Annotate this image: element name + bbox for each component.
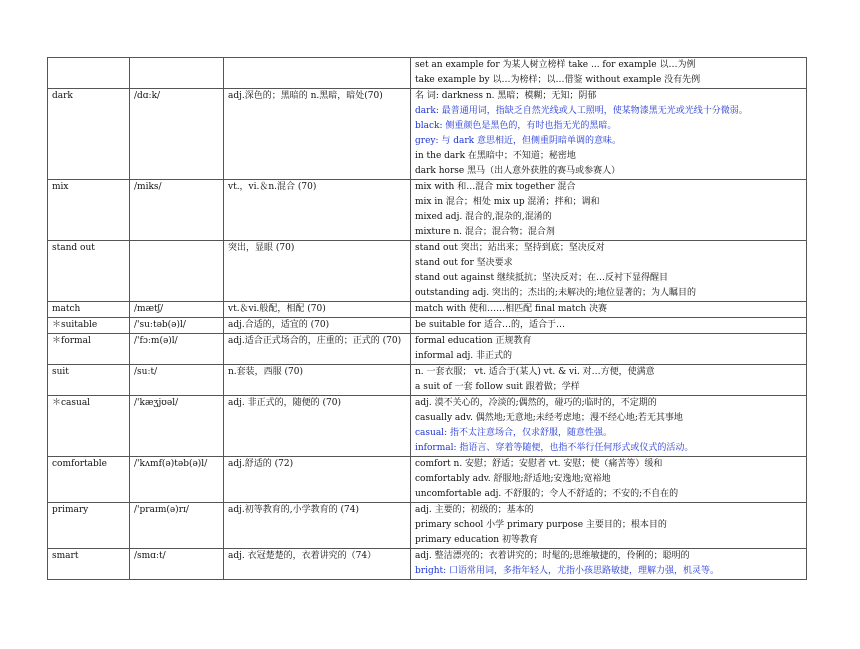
note-line: informal: 指语言、穿着等随便，也指不举行任何形式或仪式的活动。 — [415, 443, 694, 453]
meaning-cell-text: vt.，vi.＆n.混合 (70) — [228, 182, 317, 192]
notes-cell — [411, 457, 807, 503]
note-line: in the dark 在黑暗中；不知道；秘密地 — [415, 151, 576, 161]
meaning-cell — [224, 396, 411, 457]
note-line: casual: 指不太注意场合，仅求舒服，随意性强。 — [415, 428, 612, 438]
note-line: primary education 初等教育 — [415, 535, 538, 545]
meaning-cell — [224, 365, 411, 396]
note-line: uncomfortable adj. 不舒服的；令人不舒适的；不安的;不自在的 — [415, 489, 679, 499]
notes-cell — [411, 89, 807, 180]
word-cell — [48, 503, 130, 549]
table-row — [48, 549, 807, 580]
note-line: adj. 主要的；初级的；基本的 — [415, 505, 534, 515]
notes-cell — [411, 334, 807, 365]
meaning-cell — [224, 503, 411, 549]
table-row — [48, 302, 807, 318]
note-line: stand out for 坚决要求 — [415, 258, 513, 268]
meaning-cell — [224, 302, 411, 318]
notes-cell — [411, 549, 807, 580]
word-cell — [48, 318, 130, 334]
note-line: mixture n. 混合；混合物；混合剂 — [415, 227, 555, 237]
word-cell — [48, 396, 130, 457]
notes-cell — [411, 503, 807, 549]
word-cell-text: suit — [52, 367, 69, 377]
note-line: casually adv. 偶然地;无意地;未经考虑地；漫不经心地;若无其事地 — [415, 413, 683, 423]
word-cell-text: stand out — [52, 243, 95, 253]
phonetic-cell-text: /smɑːt/ — [134, 551, 166, 561]
phonetic-cell-text: /mætʃ/ — [134, 304, 164, 314]
note-line: take example by 以…为榜样；以…借鉴 without example 没有先例 — [415, 75, 701, 85]
phonetic-cell — [130, 503, 224, 549]
phonetic-cell — [130, 318, 224, 334]
table-row — [48, 180, 807, 241]
word-cell — [48, 241, 130, 302]
phonetic-cell — [130, 396, 224, 457]
phonetic-cell — [130, 302, 224, 318]
phonetic-cell — [130, 549, 224, 580]
meaning-cell — [224, 58, 411, 89]
notes-cell — [411, 241, 807, 302]
table-row — [48, 396, 807, 457]
word-cell — [48, 457, 130, 503]
meaning-cell-text: adj. 非正式的，随便的 (70) — [228, 398, 341, 408]
phonetic-cell-text: /suːt/ — [134, 367, 158, 377]
table-row — [48, 241, 807, 302]
note-line: set an example for 为某人树立榜样 take ... for example 以…为例 — [415, 60, 696, 70]
note-line: be suitable for 适合…的，适合于… — [415, 320, 565, 330]
note-line: mix in 混合；相处 mix up 混淆；拌和；调和 — [415, 197, 600, 207]
word-cell — [48, 89, 130, 180]
meaning-cell-text: adj.深色的；黑暗的 n.黑暗，暗处(70) — [228, 91, 383, 101]
phonetic-cell — [130, 365, 224, 396]
word-cell-text: primary — [52, 505, 89, 515]
meaning-cell — [224, 180, 411, 241]
notes-cell — [411, 180, 807, 241]
table-row — [48, 503, 807, 549]
note-line: stand out against 继续抵抗；坚决反对；在…反衬下显得醒目 — [415, 273, 668, 283]
meaning-cell — [224, 549, 411, 580]
note-line: formal education 正规教育 — [415, 336, 532, 346]
note-line: dark: 最普通用词，指缺乏自然光线或人工照明，使某物漆黑无光或光线十分微弱。 — [415, 106, 748, 116]
meaning-cell — [224, 334, 411, 365]
phonetic-cell — [130, 334, 224, 365]
note-line: adj. 漠不关心的，冷淡的;偶然的，碰巧的;临时的，不定期的 — [415, 398, 657, 408]
table-row — [48, 318, 807, 334]
word-cell-text: smart — [52, 551, 79, 561]
phonetic-cell-text: /'fɔːm(ə)l/ — [134, 336, 178, 346]
word-cell — [48, 58, 130, 89]
note-line: mixed adj. 混合的,混杂的,混淆的 — [415, 212, 552, 222]
note-line: informal adj. 非正式的 — [415, 351, 513, 361]
word-cell-text: ＊suitable — [52, 320, 98, 330]
meaning-cell-text: adj. 衣冠楚楚的，衣着讲究的（74） — [228, 551, 377, 561]
word-cell-text: comfortable — [52, 459, 107, 469]
notes-cell — [411, 58, 807, 89]
phonetic-cell — [130, 58, 224, 89]
word-cell-text: mix — [52, 182, 69, 192]
table-row — [48, 89, 807, 180]
phonetic-cell-text: /'praɪm(ə)rɪ/ — [134, 505, 189, 515]
phonetic-cell — [130, 457, 224, 503]
word-cell-text: ＊formal — [52, 336, 91, 346]
note-line: stand out 突出；站出来；坚持到底；坚决反对 — [415, 243, 605, 253]
meaning-cell — [224, 318, 411, 334]
notes-cell — [411, 302, 807, 318]
phonetic-cell — [130, 89, 224, 180]
note-line: comfort n. 安慰；舒适；安慰者 vt. 安慰；使（痛苦等）缓和 — [415, 459, 663, 469]
table-row — [48, 365, 807, 396]
word-cell — [48, 302, 130, 318]
phonetic-cell-text: /miks/ — [134, 182, 162, 192]
word-cell-text: ＊casual — [52, 398, 91, 408]
phonetic-cell-text: /'kæʒjʊəl/ — [134, 398, 179, 408]
note-line: adj. 整洁漂亮的；衣着讲究的；时髦的;思维敏捷的，伶俐的；聪明的 — [415, 551, 690, 561]
phonetic-cell — [130, 180, 224, 241]
meaning-cell-text: 突出，显眼 (70) — [228, 243, 295, 253]
meaning-cell-text: adj.舒适的 (72) — [228, 459, 294, 469]
notes-cell — [411, 318, 807, 334]
vocabulary-table — [47, 57, 807, 580]
note-line: black: 侧重颜色是黑色的，有时也指无光的黑暗。 — [415, 121, 617, 131]
meaning-cell — [224, 241, 411, 302]
meaning-cell — [224, 89, 411, 180]
notes-cell — [411, 396, 807, 457]
phonetic-cell-text: /'kʌmf(ə)təb(ə)l/ — [134, 459, 208, 469]
notes-cell — [411, 365, 807, 396]
meaning-cell-text: adj.合适的，适宜的 (70) — [228, 320, 330, 330]
word-cell — [48, 365, 130, 396]
note-line: n. 一套衣服； vt. 适合于(某人) vt. & vi. 对…方便，使满意 — [415, 367, 655, 377]
meaning-cell-text: adj.适合正式场合的，庄重的；正式的 (70) — [228, 336, 402, 346]
table-row — [48, 457, 807, 503]
note-line: outstanding adj. 突出的；杰出的;未解决的;地位显著的；为人瞩目的 — [415, 288, 696, 298]
note-line: dark horse 黑马（出人意外获胜的赛马或参赛人） — [415, 166, 621, 176]
word-cell-text: match — [52, 304, 81, 314]
table-row — [48, 334, 807, 365]
note-line: bright: 口语常用词，多指年轻人，尤指小孩思路敏捷，理解力强，机灵等。 — [415, 566, 720, 576]
word-cell — [48, 334, 130, 365]
meaning-cell-text: n.套装，西服 (70) — [228, 367, 303, 377]
note-line: a suit of 一套 follow suit 跟着做；学样 — [415, 382, 580, 392]
meaning-cell — [224, 457, 411, 503]
note-line: 名 词: darkness n. 黑暗；模糊；无知；阴郁 — [415, 91, 597, 101]
word-cell — [48, 180, 130, 241]
meaning-cell-text: vt.＆vi.般配，相配 (70) — [228, 304, 326, 314]
phonetic-cell — [130, 241, 224, 302]
note-line: comfortably adv. 舒服地;舒适地;安逸地;宽裕地 — [415, 474, 611, 484]
note-line: match with 使和……相匹配 final match 决赛 — [415, 304, 608, 314]
phonetic-cell-text: /dɑːk/ — [134, 91, 161, 101]
note-line: mix with 和…混合 mix together 混合 — [415, 182, 576, 192]
word-cell — [48, 549, 130, 580]
meaning-cell-text: adj.初等教育的,小学教育的 (74) — [228, 505, 359, 515]
vocabulary-table-body — [48, 58, 807, 580]
note-line: primary school 小学 primary purpose 主要目的；根本目的 — [415, 520, 667, 530]
table-row — [48, 58, 807, 89]
word-cell-text: dark — [52, 91, 73, 101]
note-line: grey: 与 dark 意思相近，但侧重阴暗单调的意味。 — [415, 136, 621, 146]
phonetic-cell-text: /'suːtəb(ə)l/ — [134, 320, 186, 330]
